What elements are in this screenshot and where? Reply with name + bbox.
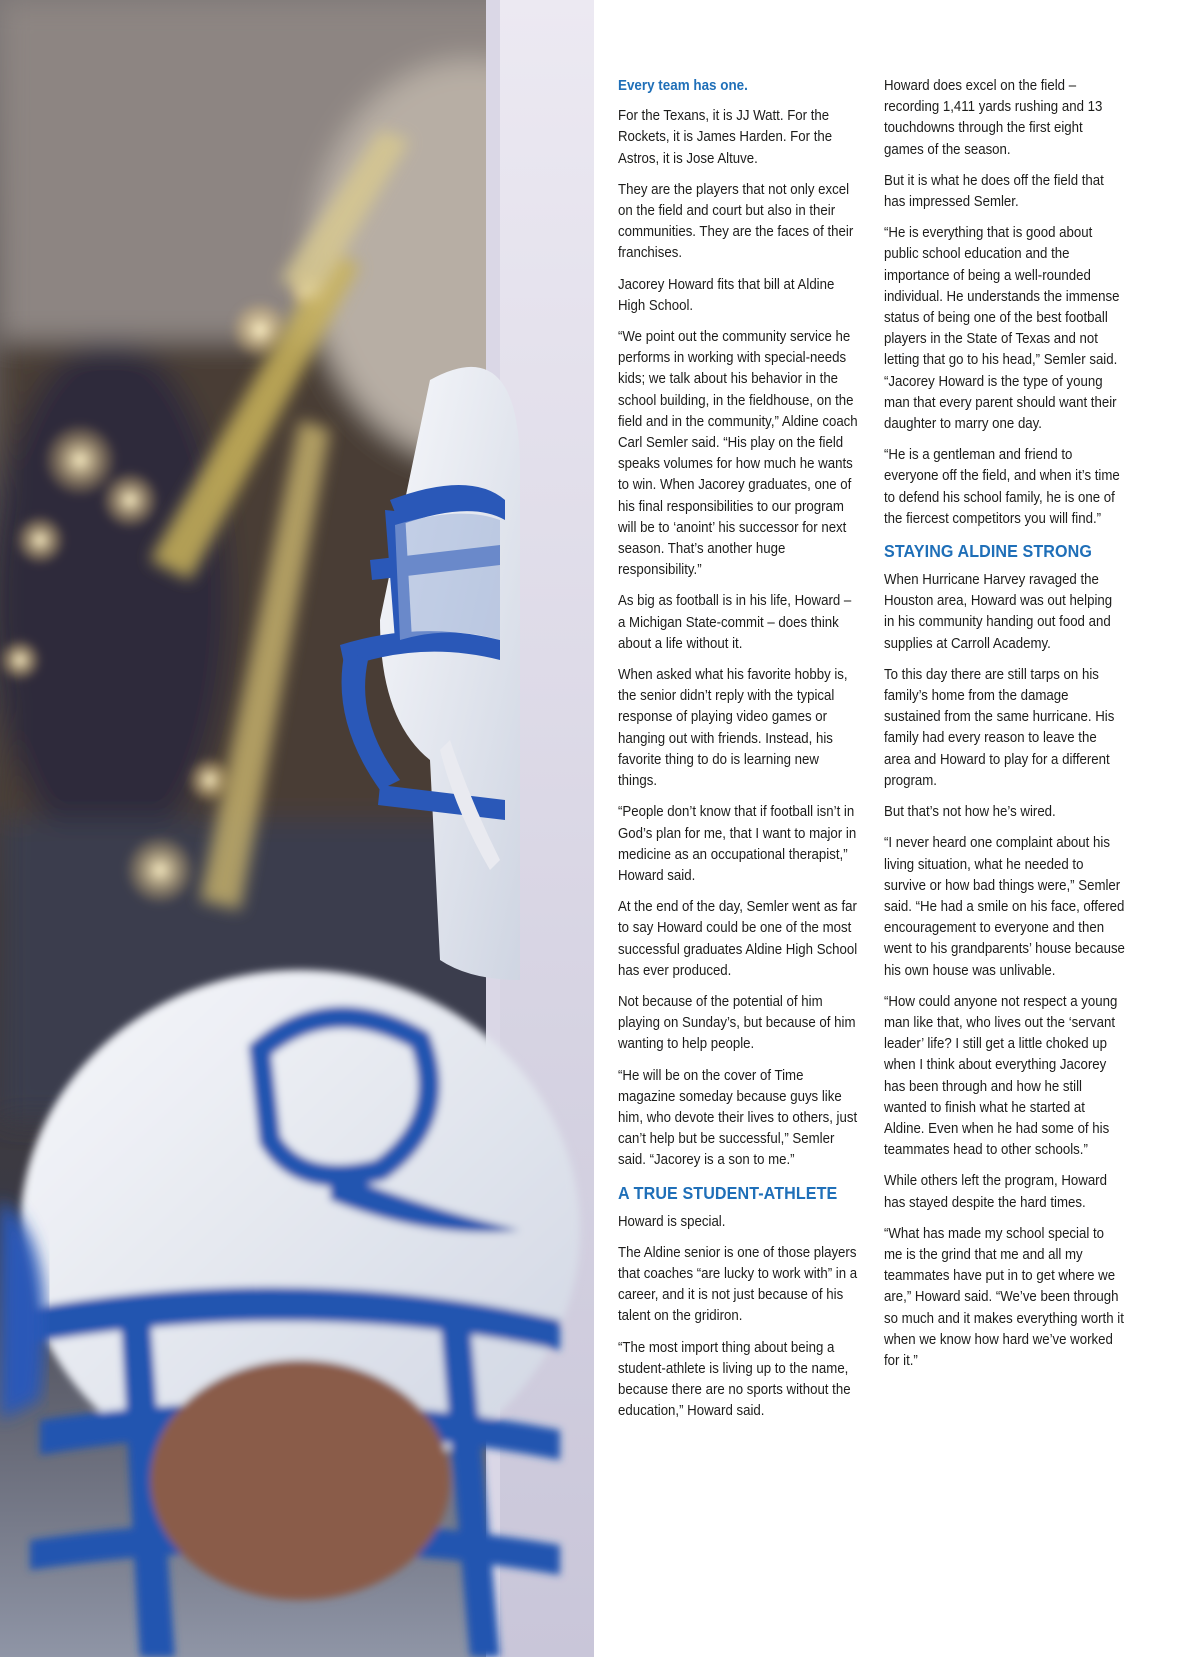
paragraph: “He is a gentleman and friend to everyone off the field, and when it’s time to defend his school family, he is one of the fiercest competitors you will find.”: [884, 447, 1120, 527]
paragraph: To this day there are still tarps on his family’s home from the damage sustained from the same hurricane. His family had every reason to leave the area and Howard to play for a different program.: [884, 666, 1115, 789]
paragraph: When asked what his favorite hobby is, the senior didn’t reply with the typical response of playing video games or hanging out with friends. Instead, his favorite thing to do is learning new things.: [618, 667, 848, 790]
paragraph: They are the players that not only excel on the field and court but also in their communities. They are the faces of their franchises.: [618, 181, 854, 262]
paragraph: While others left the program, Howard has stayed despite the hard times.: [884, 1173, 1107, 1211]
paragraph: Howard does excel on the field – recording 1,411 yards rushing and 13 touchdowns through the first eight games of the season.: [884, 78, 1103, 158]
paragraph: Not because of the potential of him playing on Sunday’s, but because of him wanting to help people.: [618, 993, 856, 1053]
paragraph: At the end of the day, Semler went as far to say Howard could be one of the most successful graduates Aldine High School has ever produced.: [618, 899, 858, 979]
section-heading-aldine-strong: STAYING ALDINE STRONG: [884, 541, 1092, 562]
paragraph: Jacorey Howard fits that bill at Aldine High School.: [618, 276, 835, 314]
paragraph: “I never heard one complaint about his living situation, what he needed to survive or how bad things were,” Semler said. “He had a smile on his face, offered encouragement to everyone and then went to his grandparents’ house because his own house was unlivable.: [884, 835, 1125, 979]
paragraph: “We point out the community service he performs in working with special-needs kids; we talk about his behavior in the school building, in the fieldhouse, on the field and in the community,” Aldine coach Carl Semler said. “His play on the field speaks volumes for how much he wants to win. When Jacorey graduates, one of his final responsibilities to our program will be to ‘anoint’ his successor for next season. That’s another huge responsibility.”: [618, 329, 858, 579]
article-lead: Every team has one.: [618, 78, 748, 94]
paragraph: “People don’t know that if football isn’t in God’s plan for me, that I want to major in medicine as an occupational therapist,” Howard said.: [618, 804, 857, 884]
paragraph: But that’s not how he’s wired.: [884, 804, 1056, 821]
paragraph: “The most import thing about being a student-athlete is living up to the name, because there are no sports without the education,” Howard said.: [618, 1339, 851, 1420]
paragraph: But it is what he does off the field that has impressed Semler.: [884, 172, 1104, 211]
paragraph: “He will be on the cover of Time magazine someday because guys like him, who devote their lives to others, just can’t help but be successful,” Semler said. “Jacorey is a son to me.”: [618, 1067, 858, 1169]
article-column-left: [618, 76, 859, 1432]
paragraph: “What has made my school special to me is the grind that me and all my teammates have put in to get where we are,” Howard said. “We’ve been through so much and it makes everything worth it when we know how hard we’ve worked for it.”: [884, 1225, 1124, 1369]
article-column-right: [884, 76, 1125, 1382]
section-heading-student-athlete: A TRUE STUDENT-ATHLETE: [618, 1182, 838, 1203]
paragraph: For the Texans, it is JJ Watt. For the Rockets, it is James Harden. For the Astros, it is Jose Altuve.: [618, 108, 833, 167]
paragraph: As big as football is in his life, Howard – a Michigan State-commit – does think about a life without it.: [618, 593, 852, 652]
photo-illustration: [0, 0, 594, 1657]
paragraph: The Aldine senior is one of those players that coaches “are lucky to work with” in a career, and it is not just because of his talent on the gridiron.: [618, 1244, 858, 1325]
paragraph: Howard is special.: [618, 1213, 726, 1230]
football-players-photo: [0, 0, 594, 1657]
paragraph: “How could anyone not respect a young man like that, who lives out the ‘servant leader’ life? I still get a little choked up when I think about everything Jacorey has been through and how he still wanted to finish what he started at Aldine. Even when he had some of his teammates head to other schools.”: [884, 993, 1118, 1159]
paragraph: When Hurricane Harvey ravaged the Houston area, Howard was out helping in his community handing out food and supplies at Carroll Academy.: [884, 572, 1113, 652]
paragraph: “He is everything that is good about public school education and the importance of being a well-rounded individual. He understands the immense status of being one of the best football players in the State of Texas and not letting that go to his head,” Semler said. “Jacorey Howard is the type of young man that every parent should want their daughter to marry one day.: [884, 225, 1120, 433]
